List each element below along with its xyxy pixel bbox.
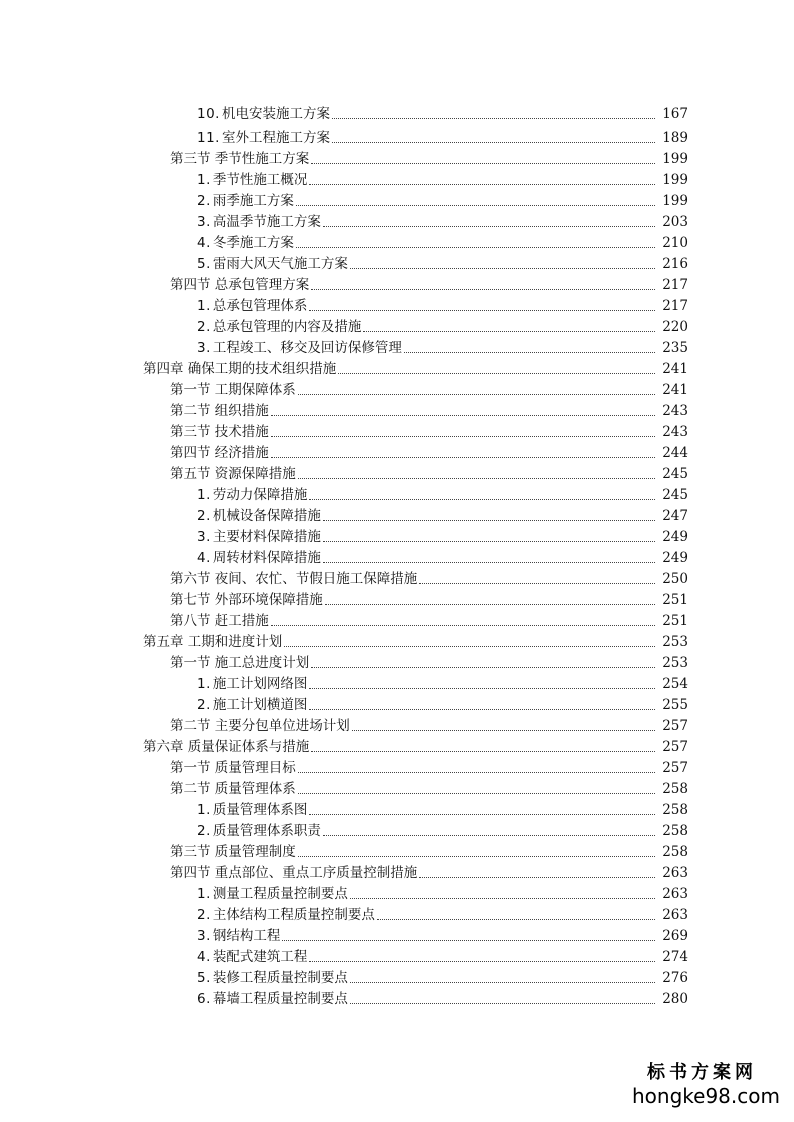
toc-entry[interactable] xyxy=(0,461,794,482)
toc-entry-page-number: 241 xyxy=(662,361,688,377)
toc-entry-number: 1. xyxy=(197,487,211,503)
toc-entry-number: 3. xyxy=(197,529,211,545)
toc-entry[interactable] xyxy=(0,860,794,881)
toc-dot-leader xyxy=(323,519,655,521)
toc-entry-title: 周转材料保障措施 xyxy=(212,550,321,566)
toc-dot-leader xyxy=(325,603,655,605)
toc-entry-title: 测量工程质量控制要点 xyxy=(212,886,348,902)
toc-entry[interactable] xyxy=(0,167,794,188)
toc-entry-title: 工程竣工、移交及回访保修管理 xyxy=(212,340,402,356)
toc-entry-title: 第二节 质量管理体系 xyxy=(170,781,296,797)
toc-entry-number: 3. xyxy=(197,928,211,944)
toc-entry-title: 主体结构工程质量控制要点 xyxy=(212,907,375,923)
toc-entry-title: 第四节 重点部位、重点工序质量控制措施 xyxy=(170,865,418,881)
table-of-contents xyxy=(0,98,794,1007)
toc-entry-title: 总承包管理体系 xyxy=(212,298,308,314)
toc-dot-leader xyxy=(323,540,655,542)
toc-entry-title: 施工计划网络图 xyxy=(212,676,308,692)
toc-entry-page-number: 247 xyxy=(662,508,688,524)
toc-dot-leader xyxy=(419,582,655,584)
toc-entry[interactable] xyxy=(0,503,794,524)
toc-entry-page-number: 258 xyxy=(662,823,688,839)
toc-entry-number: 2. xyxy=(197,907,211,923)
toc-dot-leader xyxy=(298,393,655,395)
toc-entry-page-number: 258 xyxy=(662,781,688,797)
toc-entry-page-number: 249 xyxy=(662,529,688,545)
watermark-logo xyxy=(632,1062,780,1108)
toc-entry-page-number: 251 xyxy=(662,613,688,629)
toc-entry-page-number: 167 xyxy=(662,106,688,122)
toc-entry-page-number: 216 xyxy=(662,256,688,272)
toc-entry[interactable] xyxy=(0,986,794,1007)
toc-dot-leader xyxy=(298,477,655,479)
toc-entry[interactable] xyxy=(0,419,794,440)
toc-entry-title: 高温季节施工方案 xyxy=(212,214,321,230)
toc-dot-leader xyxy=(271,624,655,626)
toc-entry[interactable] xyxy=(0,293,794,314)
toc-entry-title: 机械设备保障措施 xyxy=(212,508,321,524)
toc-entry[interactable] xyxy=(0,923,794,944)
toc-entry[interactable] xyxy=(0,524,794,545)
toc-entry-number: 1. xyxy=(197,172,211,188)
toc-entry-title: 第六节 夜间、农忙、节假日施工保障措施 xyxy=(170,571,418,587)
toc-entry[interactable] xyxy=(0,629,794,650)
toc-dot-leader xyxy=(309,960,655,962)
toc-entry-page-number: 199 xyxy=(662,172,688,188)
toc-entry-page-number: 245 xyxy=(662,466,688,482)
toc-dot-leader xyxy=(298,855,655,857)
toc-dot-leader xyxy=(311,666,655,668)
toc-entry[interactable] xyxy=(0,776,794,797)
toc-entry[interactable] xyxy=(0,209,794,230)
toc-entry-number: 1. xyxy=(197,886,211,902)
toc-entry-title: 第三节 质量管理制度 xyxy=(170,844,296,860)
toc-entry-page-number: 244 xyxy=(662,445,688,461)
toc-entry-number: 1. xyxy=(197,298,211,314)
toc-entry-title: 第五节 资源保障措施 xyxy=(170,466,296,482)
toc-entry[interactable] xyxy=(0,440,794,461)
toc-entry-page-number: 199 xyxy=(662,193,688,209)
toc-entry[interactable] xyxy=(0,251,794,272)
toc-entry-number: 2. xyxy=(197,319,211,335)
toc-entry[interactable] xyxy=(0,755,794,776)
toc-entry-title: 幕墙工程质量控制要点 xyxy=(212,991,348,1007)
toc-entry-page-number: 189 xyxy=(662,130,688,146)
toc-dot-leader xyxy=(332,141,655,143)
toc-entry[interactable] xyxy=(0,797,794,818)
toc-dot-leader xyxy=(377,918,655,920)
toc-entry-page-number: 253 xyxy=(662,634,688,650)
toc-dot-leader xyxy=(350,897,655,899)
toc-dot-leader xyxy=(311,162,655,164)
toc-entry-page-number: 220 xyxy=(662,319,688,335)
toc-entry-number: 5. xyxy=(197,970,211,986)
toc-entry-title: 冬季施工方案 xyxy=(212,235,294,251)
toc-entry-title: 第二节 主要分包单位进场计划 xyxy=(170,718,350,734)
toc-entry-page-number: 280 xyxy=(662,991,688,1007)
toc-entry[interactable] xyxy=(0,944,794,965)
toc-entry-page-number: 217 xyxy=(662,277,688,293)
toc-entry-page-number: 210 xyxy=(662,235,688,251)
toc-entry[interactable] xyxy=(0,398,794,419)
toc-entry[interactable] xyxy=(0,482,794,503)
toc-entry-title: 劳动力保障措施 xyxy=(212,487,308,503)
toc-entry[interactable] xyxy=(0,314,794,335)
toc-entry[interactable] xyxy=(0,965,794,986)
toc-entry-title: 第一节 施工总进度计划 xyxy=(170,655,310,671)
toc-entry-page-number: 257 xyxy=(662,739,688,755)
toc-dot-leader xyxy=(363,330,655,332)
toc-dot-leader xyxy=(271,414,655,416)
toc-entry-title: 雷雨大风天气施工方案 xyxy=(212,256,348,272)
toc-entry-number: 5. xyxy=(197,256,211,272)
toc-entry-title: 第一节 工期保障体系 xyxy=(170,382,296,398)
toc-entry-page-number: 269 xyxy=(662,928,688,944)
toc-entry[interactable] xyxy=(0,608,794,629)
toc-entry-title: 总承包管理的内容及措施 xyxy=(212,319,362,335)
toc-entry[interactable] xyxy=(0,377,794,398)
toc-dot-leader xyxy=(350,981,655,983)
toc-entry-number: 2. xyxy=(197,508,211,524)
toc-entry-number: 4. xyxy=(197,550,211,566)
toc-entry[interactable] xyxy=(0,587,794,608)
toc-dot-leader xyxy=(323,225,655,227)
toc-entry-title: 钢结构工程 xyxy=(212,928,281,944)
toc-entry-page-number: 257 xyxy=(662,718,688,734)
toc-entry-title: 室外工程施工方案 xyxy=(221,130,330,146)
toc-entry-number: 10. xyxy=(197,106,220,122)
toc-dot-leader xyxy=(296,246,655,248)
toc-entry[interactable] xyxy=(0,122,794,146)
toc-entry-title: 装修工程质量控制要点 xyxy=(212,970,348,986)
toc-dot-leader xyxy=(311,750,655,752)
toc-entry-page-number: 257 xyxy=(662,760,688,776)
toc-entry-page-number: 253 xyxy=(662,655,688,671)
toc-entry[interactable] xyxy=(0,713,794,734)
toc-entry[interactable] xyxy=(0,98,794,122)
toc-dot-leader xyxy=(323,834,655,836)
toc-entry-page-number: 243 xyxy=(662,424,688,440)
toc-entry-number: 1. xyxy=(197,802,211,818)
toc-entry-title: 第七节 外部环境保障措施 xyxy=(170,592,323,608)
toc-entry-page-number: 274 xyxy=(662,949,688,965)
toc-entry[interactable] xyxy=(0,545,794,566)
toc-entry-title: 质量管理体系图 xyxy=(212,802,308,818)
toc-entry-title: 第三节 技术措施 xyxy=(170,424,269,440)
toc-entry-page-number: 254 xyxy=(662,676,688,692)
toc-entry-number: 1. xyxy=(197,676,211,692)
toc-entry-page-number: 258 xyxy=(662,802,688,818)
toc-entry-title: 第三节 季节性施工方案 xyxy=(170,151,310,167)
toc-entry[interactable] xyxy=(0,734,794,755)
toc-entry-page-number: 241 xyxy=(662,382,688,398)
toc-entry-page-number: 199 xyxy=(662,151,688,167)
toc-entry-title: 装配式建筑工程 xyxy=(212,949,308,965)
toc-entry-title: 第一节 质量管理目标 xyxy=(170,760,296,776)
toc-dot-leader xyxy=(309,687,655,689)
toc-dot-leader xyxy=(350,1002,655,1004)
toc-entry-page-number: 276 xyxy=(662,970,688,986)
toc-entry[interactable] xyxy=(0,902,794,923)
toc-entry[interactable] xyxy=(0,272,794,293)
toc-dot-leader xyxy=(309,309,655,311)
toc-dot-leader xyxy=(309,183,655,185)
toc-entry-title: 第四章 确保工期的技术组织措施 xyxy=(143,361,337,377)
toc-entry[interactable] xyxy=(0,650,794,671)
toc-entry-page-number: 245 xyxy=(662,487,688,503)
toc-entry-number: 3. xyxy=(197,340,211,356)
toc-dot-leader xyxy=(352,729,655,731)
toc-entry-title: 第八节 赶工措施 xyxy=(170,613,269,629)
toc-entry[interactable] xyxy=(0,146,794,167)
toc-dot-leader xyxy=(284,645,655,647)
toc-entry-title: 雨季施工方案 xyxy=(212,193,294,209)
toc-dot-leader xyxy=(271,435,655,437)
toc-entry[interactable] xyxy=(0,671,794,692)
toc-dot-leader xyxy=(309,498,655,500)
toc-entry[interactable] xyxy=(0,818,794,839)
toc-entry-number: 2. xyxy=(197,823,211,839)
toc-entry[interactable] xyxy=(0,566,794,587)
toc-entry-title: 第四节 总承包管理方案 xyxy=(170,277,310,293)
toc-entry-title: 第六章 质量保证体系与措施 xyxy=(143,739,310,755)
toc-dot-leader xyxy=(350,267,655,269)
toc-dot-leader xyxy=(311,288,655,290)
toc-dot-leader xyxy=(309,813,655,815)
toc-dot-leader xyxy=(298,792,655,794)
toc-entry-page-number: 249 xyxy=(662,550,688,566)
toc-entry-page-number: 251 xyxy=(662,592,688,608)
toc-dot-leader xyxy=(404,351,655,353)
toc-dot-leader xyxy=(332,117,655,119)
toc-entry-number: 6. xyxy=(197,991,211,1007)
toc-dot-leader xyxy=(282,939,655,941)
toc-entry-page-number: 263 xyxy=(662,865,688,881)
toc-dot-leader xyxy=(296,204,655,206)
toc-entry-title: 第四节 经济措施 xyxy=(170,445,269,461)
toc-entry-page-number: 235 xyxy=(662,340,688,356)
toc-entry-page-number: 263 xyxy=(662,907,688,923)
toc-entry-page-number: 263 xyxy=(662,886,688,902)
toc-dot-leader xyxy=(298,771,655,773)
toc-entry-page-number: 258 xyxy=(662,844,688,860)
toc-entry-page-number: 243 xyxy=(662,403,688,419)
toc-entry-number: 4. xyxy=(197,949,211,965)
toc-entry-title: 第二节 组织措施 xyxy=(170,403,269,419)
toc-dot-leader xyxy=(309,708,655,710)
toc-entry[interactable] xyxy=(0,839,794,860)
toc-entry[interactable] xyxy=(0,230,794,251)
toc-entry[interactable] xyxy=(0,188,794,209)
toc-entry-page-number: 250 xyxy=(662,571,688,587)
toc-entry-number: 4. xyxy=(197,235,211,251)
toc-entry-page-number: 255 xyxy=(662,697,688,713)
toc-entry[interactable] xyxy=(0,335,794,356)
watermark-title: 标书方案网 xyxy=(647,1062,757,1083)
toc-entry[interactable] xyxy=(0,356,794,377)
toc-entry-title: 季节性施工概况 xyxy=(212,172,308,188)
toc-entry-title: 主要材料保障措施 xyxy=(212,529,321,545)
toc-entry-page-number: 203 xyxy=(662,214,688,230)
toc-entry-title: 质量管理体系职责 xyxy=(212,823,321,839)
toc-dot-leader xyxy=(338,372,655,374)
toc-dot-leader xyxy=(323,561,655,563)
toc-entry[interactable] xyxy=(0,881,794,902)
watermark-url: hongke98.com xyxy=(632,1084,780,1108)
toc-entry-title: 施工计划横道图 xyxy=(212,697,308,713)
toc-entry-title: 第五章 工期和进度计划 xyxy=(143,634,283,650)
toc-entry-number: 2. xyxy=(197,697,211,713)
toc-entry-page-number: 217 xyxy=(662,298,688,314)
toc-entry-title: 机电安装施工方案 xyxy=(221,106,330,122)
toc-entry-number: 2. xyxy=(197,193,211,209)
toc-entry-number: 3. xyxy=(197,214,211,230)
toc-dot-leader xyxy=(271,456,655,458)
toc-entry-number: 11. xyxy=(197,130,220,146)
toc-dot-leader xyxy=(419,876,655,878)
toc-entry[interactable] xyxy=(0,692,794,713)
